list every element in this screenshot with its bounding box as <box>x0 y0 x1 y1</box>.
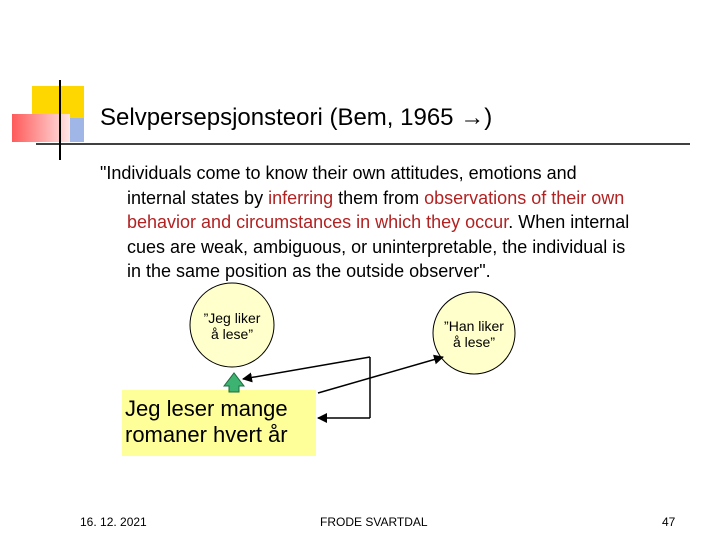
quote-line <box>100 235 700 260</box>
quote-segment: cues are weak, ambiguous, or uninterpretable, the individual is <box>127 236 626 257</box>
footer-date: 16. 12. 2021 <box>80 515 147 529</box>
slide-title: Selvpersepsjonsteori (Bem, 1965 →) <box>100 104 493 131</box>
footer-page-number: 47 <box>662 515 676 529</box>
up-arrow-icon <box>224 373 244 392</box>
arrow-to-self-bubble <box>243 357 370 379</box>
quote-line <box>100 259 700 284</box>
highlighted-phrase: observations of their own <box>424 187 625 208</box>
observer-bubble-line-1: ”Han liker <box>444 318 504 334</box>
highlighted-phrase: inferring <box>268 187 334 208</box>
behavior-line-1: Jeg leser mange <box>125 396 288 421</box>
deco-red-bar <box>12 114 70 142</box>
quote-line <box>100 161 700 186</box>
quote-segment: them from <box>333 187 425 208</box>
self-bubble-line-1: ”Jeg liker <box>203 310 261 326</box>
observer-bubble-line-2: å lese” <box>452 334 496 350</box>
quote-text <box>100 161 700 284</box>
quote-segment: . When internal <box>508 212 630 232</box>
footer-author: FRODE SVARTDAL <box>320 515 428 529</box>
self-bubble-text <box>190 310 274 342</box>
observer-bubble-text <box>432 318 516 350</box>
quote-line <box>100 210 700 235</box>
self-bubble-line-2: å lese” <box>210 326 254 342</box>
highlighted-phrase: behavior and circumstances in which they occur <box>127 212 509 232</box>
behavior-box-text <box>125 396 315 448</box>
quote-line <box>100 186 700 211</box>
behavior-line-2: romaner hvert år <box>125 422 288 447</box>
quote-segment: "Individuals come to know their own attitudes, emotions and <box>100 163 577 183</box>
quote-segment: internal states by <box>127 187 269 208</box>
quote-segment: in the same position as the outside observer". <box>127 261 491 281</box>
